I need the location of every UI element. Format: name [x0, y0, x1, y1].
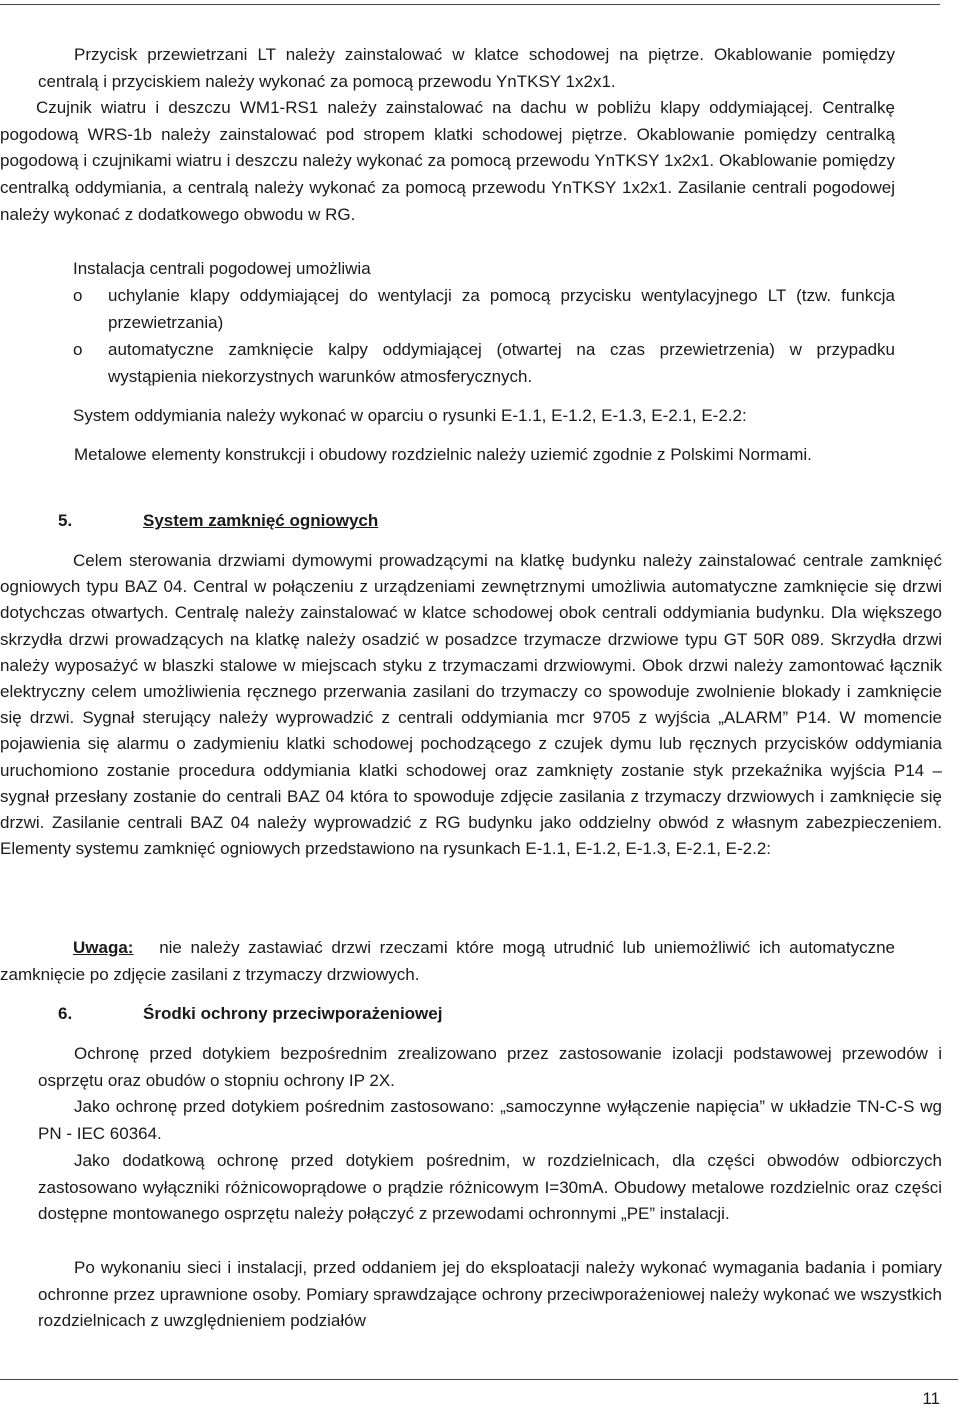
- section-number: 6.: [58, 1004, 73, 1023]
- section-heading: [58, 1001, 898, 1027]
- section-title: System zamknięć ogniowych: [143, 511, 379, 530]
- top-rule: [0, 4, 940, 5]
- bullet-marker: o: [73, 340, 83, 359]
- section-number: 5.: [58, 511, 73, 530]
- list-item: [73, 283, 895, 337]
- paragraph-weather-central-intro: Instalacja centrali pogodowej umożliwia: [73, 259, 371, 278]
- paragraph-fire-door-system: Celem sterowania drzwiami dymowymi prowadzącymi na klatkę budynku należy zainstalować centrale zamknięć ogniowych typu BAZ 04. Central w połączeniu z urządzeniami zewnętrznymi umożliwia automatyczne zamknięcie się drzwi dotychczas otwartych. Centralę należy zainstalować w klatce schodowej obok centrali oddymiania budynku. Dla większego skrzydła drzwi prowadzących na klatkę należy osadzić w posadzce trzymacze drzwiowe typu GT 50R 089. Skrzydła drzwi należy wyposażyć w blaszki stalowe w miejscach styku z trzymaczami drzwiowymi. Obok drzwi należy zamontować łącznik elektryczny celem umożliwienia ręcznego przerwania zasilani do trzymaczy co spowoduje zwolnienie blokady i zamknięcie się drzwi. Sygnał sterujący należy wyprowadzić z centrali oddymiania mcr 9705 z wyjścia „ALARM” P14. W momencie pojawienia się alarmu o zadymieniu klatki schodowej pochodzącego z czujek dymu lub ręcznych przycisków oddymiania uruchomiono zostanie procedura oddymiania klatki schodowej oraz zamknięty zostanie styk przekaźnika wyjścia P14 – sygnał przesłany zostanie do centrali BAZ 04 która to spowoduje zdjęcie zasilania z trzymaczy drzwiowych i zamknięcie się drzwi. Zasilanie centrali BAZ 04 należy wyprowadzić z RG budynku jako oddzielny obwód z własnym zabezpieczeniem. Elementy systemu zamknięć ogniowych przedstawiono na rysunkach E-1.1, E-1.2, E-1.3, E-2.1, E-2.2:: [0, 551, 942, 859]
- paragraph-lt-button: Przycisk przewietrzani LT należy zainstalować w klatce schodowej na piętrze. Okablowanie pomiędzy centralą i przyciskiem należy wykonać za pomocą przewodu YnTKSY 1x2x1.: [38, 45, 895, 91]
- bullet-text: uchylanie klapy oddymiającej do wentylacji za pomocą przycisku wentylacyjnego LT (tzw. funkcja przewietrzania): [108, 286, 895, 332]
- paragraph-direct-contact: Ochronę przed dotykiem bezpośrednim zrealizowano przez zastosowanie izolacji podstawowej przewodów i osprzętu oraz obudów o stopniu ochrony IP 2X.: [38, 1044, 942, 1090]
- section-title: Środki ochrony przeciwporażeniowej: [143, 1004, 443, 1023]
- paragraph-drawings-reference: System oddymiania należy wykonać w oparciu o rysunki E-1.1, E-1.2, E-1.3, E-2.1, E-2.2:: [73, 406, 747, 425]
- paragraph-grounding: Metalowe elementy konstrukcji i obudowy rozdzielnic należy uziemić zgodnie z Polskimi Normami.: [74, 445, 812, 464]
- paragraph-measurements: Po wykonaniu sieci i instalacji, przed oddaniem jej do eksploatacji należy wykonać wymagania badania i pomiary ochronne przez uprawnione osoby. Pomiary sprawdzające ochrony przeciwporażeniowej należy wykonać we wszystkich rozdzielnicach z uwzględnieniem podziałów: [38, 1258, 942, 1331]
- note-label: Uwaga:: [73, 938, 134, 957]
- section-heading: [58, 508, 898, 534]
- paragraph-weather-sensor: Czujnik wiatru i deszczu WM1-RS1 należy zainstalować na dachu w pobliżu klapy oddymiającej. Centralkę pogodową WRS-1b należy zainstalować pod stropem klatki schodowej piętrze. Okablowanie pomiędzy centralką pogodową i czujnikami wiatru i deszczu należy wykonać za pomocą przewodu YnTKSY 1x2x1. Okablowanie pomiędzy centralką oddymiania, a centralą należy wykonać za pomocą przewodu YnTKSY 1x2x1. Zasilanie centrali pogodowej należy wykonać z dodatkowego obwodu w RG.: [0, 98, 895, 224]
- page-number: 11: [922, 1389, 940, 1408]
- bullet-text: automatyczne zamknięcie kalpy oddymiającej (otwartej na czas przewietrzenia) w przypadku wystąpienia niekorzystnych warunków atmosferycznych.: [108, 340, 895, 386]
- list-item: [73, 337, 895, 391]
- paragraph-note: [0, 935, 895, 988]
- note-text: nie należy zastawiać drzwi rzeczami które mogą utrudnić lub uniemożliwić ich automatyczne zamknięcie po zdjęcie zasilani z trzymaczy drzwiowych.: [0, 938, 896, 984]
- paragraph-rcd-protection: Jako dodatkową ochronę przed dotykiem pośrednim, w rozdzielnicach, dla części obwodów odbiorczych zastosowano wyłączniki różnicowoprądowe o prądzie różnicowym I=30mA. Obudowy metalowe rozdzielnic oraz części dostępne montowanego osprzętu należy połączyć z przewodami ochronnymi „PE” instalacji.: [38, 1151, 942, 1224]
- paragraph-indirect-contact: Jako ochronę przed dotykiem pośrednim zastosowano: „samoczynne wyłączenie napięcia” w układzie TN-C-S wg PN - IEC 60364.: [38, 1097, 942, 1143]
- bullet-marker: o: [73, 286, 83, 305]
- footer-rule: [0, 1379, 958, 1380]
